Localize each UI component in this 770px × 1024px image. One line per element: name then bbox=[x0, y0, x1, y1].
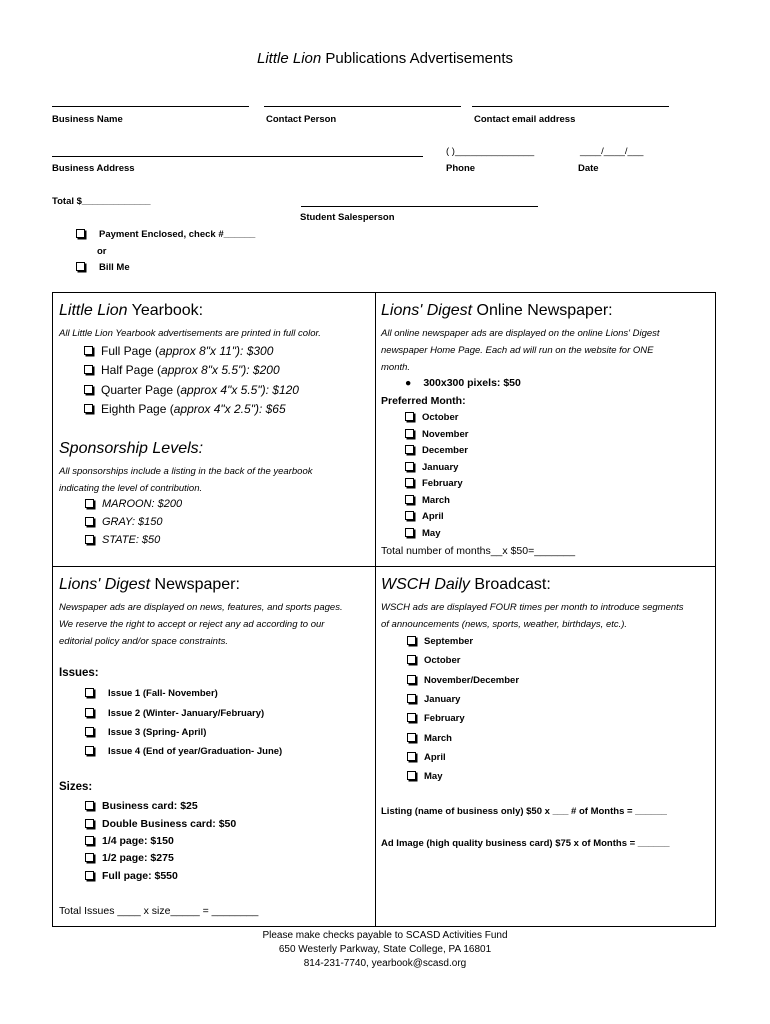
footer-line-3: 814-231-7740, yearbook@scasd.org bbox=[303, 958, 467, 969]
checkbox-icon[interactable] bbox=[85, 836, 94, 845]
online-pixels-label: 300x300 pixels: $50 bbox=[423, 377, 521, 389]
newspaper-note-2: We reserve the right to accept or reject any ad according to our bbox=[59, 619, 325, 630]
checkbox-icon[interactable] bbox=[405, 429, 414, 438]
checkbox-icon[interactable] bbox=[85, 727, 94, 736]
or-label: or bbox=[97, 246, 107, 257]
option-label: Half Page ( bbox=[101, 363, 162, 377]
payment-enclosed-label: Payment Enclosed, check #______ bbox=[99, 229, 256, 240]
option-label: MAROON: $200 bbox=[102, 498, 183, 510]
checkbox-icon[interactable] bbox=[85, 688, 94, 697]
issue-label: Issue 1 (Fall- November) bbox=[108, 688, 218, 699]
checkbox-icon[interactable] bbox=[84, 385, 93, 394]
size-label: 1/4 page: $150 bbox=[102, 835, 174, 847]
phone-label: Phone bbox=[446, 163, 476, 174]
month-label: February bbox=[424, 713, 465, 724]
yearbook-option-half[interactable] bbox=[84, 363, 280, 377]
checkbox-icon[interactable] bbox=[407, 655, 416, 664]
option-label: Full Page ( bbox=[101, 344, 160, 358]
business-address-label: Business Address bbox=[52, 163, 135, 174]
size-label: Full page: $550 bbox=[102, 870, 178, 882]
footer-line-2: 650 Westerly Parkway, State College, PA 16801 bbox=[278, 944, 492, 955]
broadcast-month-option[interactable] bbox=[407, 771, 442, 782]
bill-me-option[interactable] bbox=[76, 262, 130, 273]
online-note-1: All online newspaper ads are displayed on the online Lions' Digest bbox=[381, 328, 660, 339]
sponsor-option-state[interactable] bbox=[85, 534, 160, 546]
month-label: December bbox=[422, 445, 468, 456]
option-detail: approx 8"x 5.5"): $200 bbox=[161, 363, 280, 377]
checkbox-icon[interactable] bbox=[405, 478, 414, 487]
broadcast-note-2: of announcements (news, sports, weather, birthdays, etc.). bbox=[381, 619, 628, 630]
business-address-field[interactable] bbox=[52, 156, 423, 157]
issue-option[interactable] bbox=[85, 727, 206, 738]
broadcast-heading-rest: Broadcast: bbox=[469, 576, 551, 593]
size-option[interactable] bbox=[85, 835, 174, 847]
month-label: November/December bbox=[424, 675, 520, 686]
online-month-option[interactable] bbox=[405, 462, 458, 473]
contact-email-label: Contact email address bbox=[474, 114, 576, 125]
online-month-option[interactable] bbox=[405, 429, 468, 440]
checkbox-icon[interactable] bbox=[405, 462, 414, 471]
checkbox-icon[interactable] bbox=[405, 511, 414, 520]
checkbox-icon[interactable] bbox=[85, 801, 94, 810]
issue-label: Issue 2 (Winter- January/February) bbox=[108, 708, 265, 719]
broadcast-month-option[interactable] bbox=[407, 752, 446, 763]
online-heading-rest: Online Newspaper: bbox=[472, 302, 613, 319]
yearbook-heading bbox=[59, 302, 203, 320]
size-option[interactable] bbox=[85, 818, 236, 830]
sponsorship-note-1: All sponsorships include a listing in the back of the yearbook bbox=[59, 466, 313, 477]
month-label: April bbox=[424, 752, 446, 763]
online-pixels-option bbox=[405, 377, 521, 389]
month-label: January bbox=[424, 694, 461, 705]
sizes-heading: Sizes: bbox=[59, 781, 93, 793]
newspaper-total[interactable]: Total Issues ____ x size_____ = ________ bbox=[59, 905, 259, 917]
size-option[interactable] bbox=[85, 870, 178, 882]
grid-vertical-divider bbox=[375, 292, 376, 927]
online-month-option[interactable] bbox=[405, 478, 463, 489]
option-label: GRAY: $150 bbox=[102, 516, 163, 528]
size-label: Business card: $25 bbox=[102, 800, 198, 812]
broadcast-note-1: WSCH ads are displayed FOUR times per month to introduce segments bbox=[381, 602, 684, 613]
month-label: February bbox=[422, 478, 463, 489]
business-name-label: Business Name bbox=[52, 114, 123, 125]
newspaper-heading-rest: Newspaper: bbox=[150, 576, 240, 593]
checkbox-icon[interactable] bbox=[84, 365, 93, 374]
checkbox-icon[interactable] bbox=[407, 636, 416, 645]
yearbook-note: All Little Lion Yearbook advertisements are printed in full color. bbox=[59, 328, 321, 339]
online-heading-italic: Lions' Digest bbox=[381, 302, 473, 319]
month-label: April bbox=[422, 511, 444, 522]
size-option[interactable] bbox=[85, 800, 198, 812]
checkbox-icon[interactable] bbox=[85, 499, 94, 508]
total-field[interactable]: Total $_____________ bbox=[52, 196, 151, 207]
yearbook-option-quarter[interactable] bbox=[84, 383, 299, 397]
online-heading bbox=[381, 302, 613, 320]
footer-line-1: Please make checks payable to SCASD Activities Fund bbox=[262, 930, 508, 941]
page-title bbox=[0, 50, 770, 67]
preferred-month-label: Preferred Month: bbox=[381, 395, 466, 407]
bullet-icon: ● bbox=[405, 377, 412, 389]
month-label: March bbox=[424, 733, 452, 744]
checkbox-icon[interactable] bbox=[85, 708, 94, 717]
student-salesperson-field[interactable] bbox=[301, 206, 538, 207]
checkbox-icon[interactable] bbox=[85, 746, 94, 755]
yearbook-option-full[interactable] bbox=[84, 344, 273, 358]
newspaper-heading-italic: Lions' Digest bbox=[59, 576, 151, 593]
month-label: March bbox=[422, 495, 450, 506]
contact-person-label: Contact Person bbox=[266, 114, 337, 125]
payment-enclosed-option[interactable] bbox=[76, 229, 255, 240]
issue-option[interactable] bbox=[85, 708, 264, 719]
checkbox-icon[interactable] bbox=[85, 853, 94, 862]
checkbox-icon[interactable] bbox=[407, 733, 416, 742]
online-note-3: month. bbox=[381, 362, 411, 373]
option-detail: approx 4"x 5.5"): $120 bbox=[180, 383, 299, 397]
business-name-field[interactable] bbox=[52, 106, 249, 107]
checkbox-icon[interactable] bbox=[405, 412, 414, 421]
month-label: January bbox=[422, 462, 459, 473]
online-month-option[interactable] bbox=[405, 511, 444, 522]
checkbox-icon[interactable] bbox=[85, 535, 94, 544]
option-label: Eighth Page ( bbox=[101, 402, 174, 416]
issue-label: Issue 3 (Spring- April) bbox=[108, 727, 207, 738]
checkbox-icon[interactable] bbox=[405, 528, 414, 537]
broadcast-month-option[interactable] bbox=[407, 636, 473, 647]
contact-email-field[interactable] bbox=[472, 106, 669, 107]
phone-field[interactable]: ( )_______________ bbox=[446, 146, 535, 157]
checkbox-icon[interactable] bbox=[407, 713, 416, 722]
online-month-option[interactable] bbox=[405, 445, 468, 456]
checkbox-icon[interactable] bbox=[76, 262, 85, 271]
sponsorship-heading: Sponsorship Levels: bbox=[59, 440, 204, 457]
sponsorship-note-2: indicating the level of contribution. bbox=[59, 483, 203, 494]
title-rest: Publications Advertisements bbox=[321, 50, 513, 67]
broadcast-heading bbox=[381, 576, 551, 594]
checkbox-icon[interactable] bbox=[85, 871, 94, 880]
online-month-option[interactable] bbox=[405, 528, 440, 539]
online-month-option[interactable] bbox=[405, 495, 450, 506]
month-label: November bbox=[422, 429, 469, 440]
month-label: May bbox=[424, 771, 443, 782]
grid-horizontal-divider bbox=[52, 566, 716, 567]
month-label: May bbox=[422, 528, 441, 539]
checkbox-icon[interactable] bbox=[405, 495, 414, 504]
option-detail: approx 8"x 11"): $300 bbox=[159, 344, 274, 358]
broadcast-month-option[interactable] bbox=[407, 713, 465, 724]
date-field[interactable]: ____/____/___ bbox=[580, 146, 644, 157]
option-detail: approx 4"x 2.5"): $65 bbox=[173, 402, 286, 416]
broadcast-ad-image[interactable]: Ad Image (high quality business card) $75 x of Months = ______ bbox=[381, 838, 670, 849]
yearbook-option-eighth[interactable] bbox=[84, 402, 286, 416]
sponsor-option-gray[interactable] bbox=[85, 516, 163, 528]
size-option[interactable] bbox=[85, 852, 174, 864]
issue-option[interactable] bbox=[85, 746, 282, 757]
sponsor-option-maroon[interactable] bbox=[85, 498, 182, 510]
option-label: STATE: $50 bbox=[102, 534, 161, 546]
online-note-2: newspaper Home Page. Each ad will run on the website for ONE bbox=[381, 345, 654, 356]
yearbook-heading-italic: Little Lion bbox=[59, 302, 128, 319]
broadcast-month-option[interactable] bbox=[407, 733, 452, 744]
newspaper-heading bbox=[59, 576, 240, 594]
student-salesperson-label: Student Salesperson bbox=[300, 212, 395, 223]
broadcast-month-option[interactable] bbox=[407, 675, 519, 686]
checkbox-icon[interactable] bbox=[405, 445, 414, 454]
newspaper-note-1: Newspaper ads are displayed on news, features, and sports pages. bbox=[59, 602, 343, 613]
contact-person-field[interactable] bbox=[264, 106, 461, 107]
online-total[interactable]: Total number of months__x $50=_______ bbox=[381, 545, 576, 557]
broadcast-month-option[interactable] bbox=[407, 694, 460, 705]
size-label: Double Business card: $50 bbox=[102, 818, 237, 830]
checkbox-icon[interactable] bbox=[407, 694, 416, 703]
issue-label: Issue 4 (End of year/Graduation- June) bbox=[108, 746, 283, 757]
issues-heading: Issues: bbox=[59, 667, 99, 679]
newspaper-note-3: editorial policy and/or space constraints. bbox=[59, 636, 228, 647]
online-month-option[interactable] bbox=[405, 412, 458, 423]
broadcast-heading-italic: WSCH Daily bbox=[381, 576, 470, 593]
checkbox-icon[interactable] bbox=[84, 346, 93, 355]
month-label: October bbox=[422, 412, 459, 423]
bill-me-label: Bill Me bbox=[99, 262, 130, 273]
broadcast-month-option[interactable] bbox=[407, 655, 460, 666]
title-italic: Little Lion bbox=[257, 50, 322, 67]
yearbook-heading-rest: Yearbook: bbox=[127, 302, 204, 319]
issue-option[interactable] bbox=[85, 688, 218, 699]
option-label: Quarter Page ( bbox=[101, 383, 181, 397]
date-label: Date bbox=[578, 163, 599, 174]
size-label: 1/2 page: $275 bbox=[102, 852, 174, 864]
broadcast-listing[interactable]: Listing (name of business only) $50 x ___ # of Months = ______ bbox=[381, 806, 667, 817]
checkbox-icon[interactable] bbox=[407, 675, 416, 684]
checkbox-icon[interactable] bbox=[85, 819, 94, 828]
checkbox-icon[interactable] bbox=[407, 752, 416, 761]
month-label: October bbox=[424, 655, 461, 666]
checkbox-icon[interactable] bbox=[84, 404, 93, 413]
checkbox-icon[interactable] bbox=[407, 771, 416, 780]
month-label: September bbox=[424, 636, 474, 647]
checkbox-icon[interactable] bbox=[76, 229, 85, 238]
checkbox-icon[interactable] bbox=[85, 517, 94, 526]
